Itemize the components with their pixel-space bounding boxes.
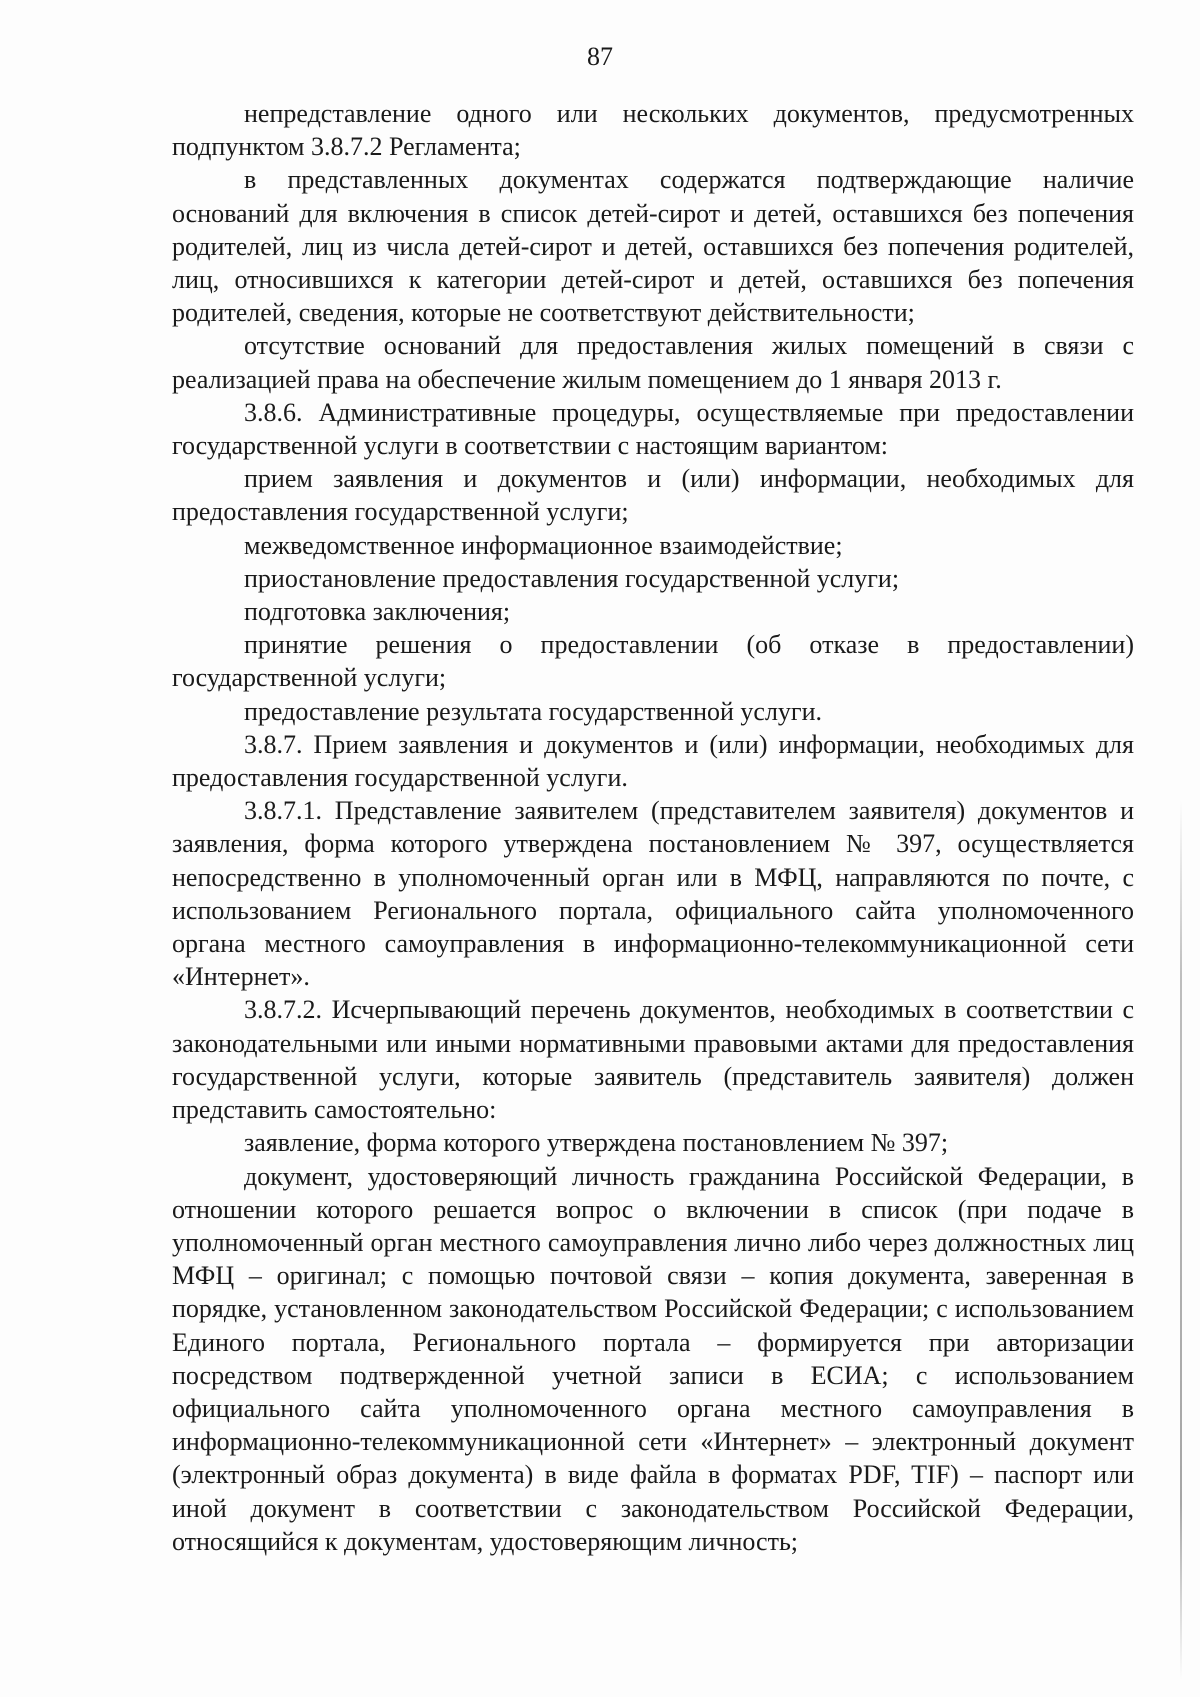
- page-number: 87: [587, 42, 613, 71]
- paragraph: непредставление одного или нескольких документов, предусмотренных подпунктом 3.8.7.2 Регламента;: [172, 99, 1134, 162]
- paragraph: 3.8.7.1. Представление заявителем (представителем заявителя) документов и заявления, форма которого утверждена постановлением № 397, осуществляется непосредственно в уполномоченный орган или в МФЦ, направляются по почте, с использованием Регионального портала, официального сайта уполномоченного органа местного самоуправления в информационно-телекоммуникационной сети «Интернет».: [172, 796, 1134, 992]
- paragraph: прием заявления и документов и (или) информации, необходимых для предоставления государственной услуги;: [172, 464, 1134, 527]
- paragraph: предоставление результата государственной услуги.: [244, 696, 823, 726]
- paragraph: отсутствие оснований для предоставления жилых помещений в связи с реализацией права на обеспечение жилым помещением до 1 января 2013 г.: [172, 331, 1134, 394]
- paragraph: межведомственное информационное взаимодействие;: [244, 530, 843, 560]
- paragraph: подготовка заключения;: [244, 597, 511, 627]
- paragraph: документ, удостоверяющий личность гражданина Российской Федерации, в отношении которого решается вопрос о включении в список (при подаче в уполномоченный орган местного самоуправления лично либо через должностных лиц МФЦ – оригинал; с помощью почтовой связи – копия документа, заверенная в порядке, установленном законодательством Российской Федерации; с использованием Единого портала, Регионального портала – формируется при авторизации посредством подтвержденной учетной записи в ЕСИА; с использованием официального сайта уполномоченного органа местного самоуправления в информационно-телекоммуникационной сети «Интернет» – электронный документ (электронный образ документа) в виде файла в форматах PDF, TIF) – паспорт или иной документ в соответствии с законодательством Российской Федерации, относящийся к документам, удостоверяющим личность;: [172, 1161, 1134, 1556]
- paragraph: принятие решения о предоставлении (об отказе в предоставлении) государственной услуги;: [172, 630, 1134, 693]
- paragraph: 3.8.7. Прием заявления и документов и (или) информации, необходимых для предоставления государственной услуги.: [172, 729, 1134, 793]
- paragraph: заявление, форма которого утверждена постановлением № 397;: [244, 1128, 949, 1158]
- document-body: [172, 97, 1134, 1558]
- paragraph: 3.8.7.2. Исчерпывающий перечень документов, необходимых в соответствии с законодательными или иными нормативными правовыми актами для предоставления государственной услуги, которые заявитель (представитель заявителя) должен представить самостоятельно:: [172, 995, 1134, 1125]
- scan-edge-line: [1180, 800, 1182, 1680]
- paragraph: 3.8.6. Административные процедуры, осуществляемые при предоставлении государственной услуги в соответствии с настоящим вариантом:: [172, 397, 1134, 461]
- paragraph: приостановление предоставления государственной услуги;: [244, 563, 900, 593]
- paragraph: в представленных документах содержатся подтверждающие наличие оснований для включения в список детей-сирот и детей, оставшихся без попечения родителей, лиц из числа детей-сирот и детей, оставшихся без попечения родителей, лиц, относившихся к категории детей-сирот и детей, оставшихся без попечения родителей, сведения, которые не соответствуют действительности;: [172, 165, 1134, 328]
